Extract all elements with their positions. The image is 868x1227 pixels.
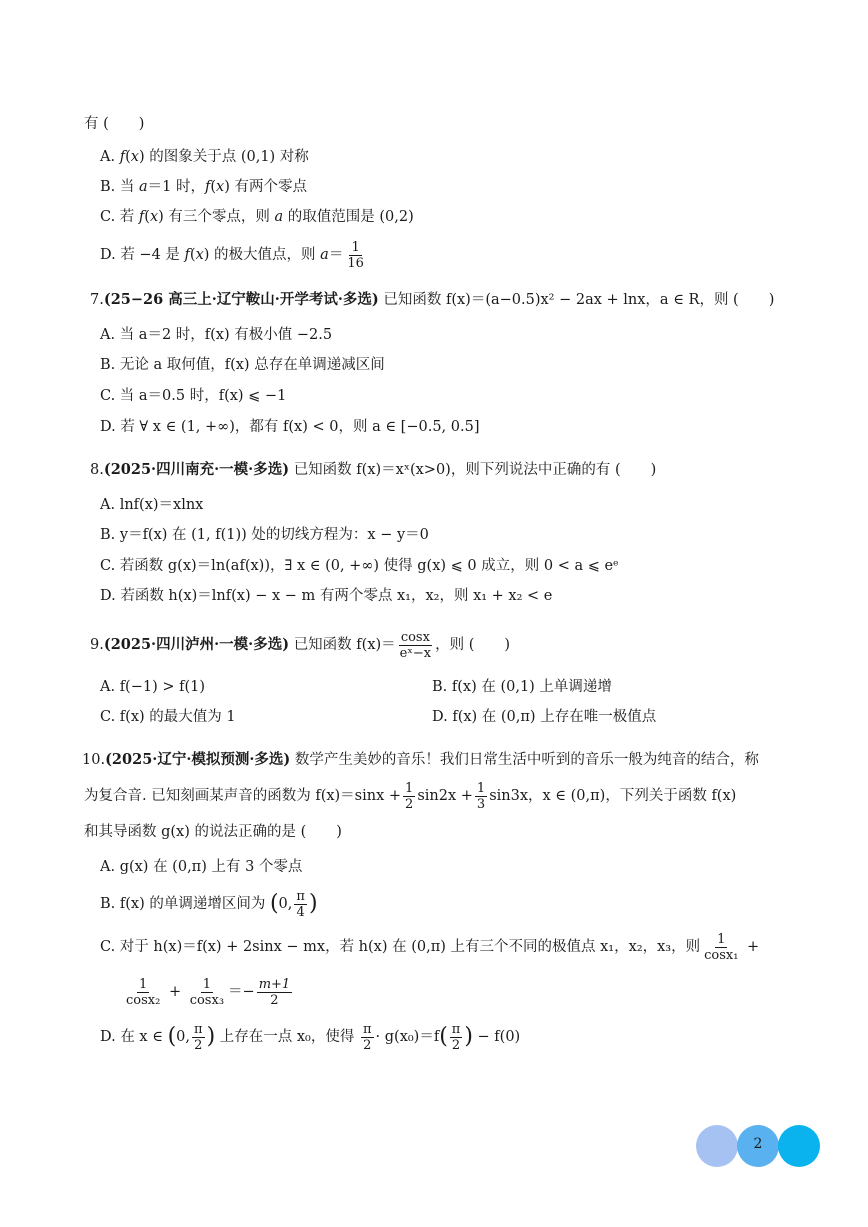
fraction: $\frac{\pi}{2}$ (194, 1021, 203, 1053)
question-6-option-c: C. 若 f(x) 有三个零点，则 a 的取值范围是 (0,2) (100, 209, 414, 225)
fraction: $\frac{1}{\text{cosx₁}}$ (704, 931, 739, 963)
question-6-option-b: B. 当 a＝1 时，f(x) 有两个零点 (100, 179, 307, 195)
question-7-option-c: C. 当 a＝0.5 时，f(x) ⩽ −1 (100, 388, 287, 404)
fraction: $\frac{\cos x}{\text{eˣ−x}}$ (399, 629, 432, 661)
fraction: $\frac{\pi}{2}$ (451, 1021, 461, 1053)
question-10-option-b: B. f(x) 的单调递增区间为 (0, $\frac{\pi}{4}$ ) (100, 888, 318, 920)
fraction: $\frac{1}{16}$ (347, 239, 364, 271)
question-7-option-a: A. 当 a＝2 时，f(x) 有极小值 −2.5 (100, 327, 333, 343)
question-9-stem: 9.(2025·四川泸州·一模·多选) 已知函数 f(x)＝ $\frac{\cos x}{\text{eˣ−x}}$ ，则 ( ) (90, 629, 511, 661)
fraction: $\frac{1}{\text{cosx₂}}$ (126, 976, 161, 1008)
question-9-option-c: C. f(x) 的最大值为 1 (100, 709, 236, 725)
question-6-option-d: D. 若 −4 是 f(x) 的极大值点，则 a＝ $\frac{1}{16}$ (100, 239, 364, 271)
question-6-stem-tail: 有 ( ) (84, 116, 145, 132)
question-10-stem-line2: 为复合音. 已知刻画某声音的函数为 f(x)＝sinx + $\frac{1}{2}$ sin2x + $\frac{1}{3}$ sin3x，x ∈ (0,π)，下列关于函数 f(x) (84, 780, 737, 812)
page-number: 2 (753, 1136, 763, 1152)
question-9-option-a: A. f(−1) > f(1) (100, 679, 206, 695)
fraction: $\frac{\pi}{4}$ (296, 888, 305, 920)
fraction: $\frac{\pi}{2}$ (362, 1021, 372, 1053)
question-8-option-a: A. lnf(x)＝xlnx (100, 497, 204, 513)
question-10-option-d: D. 在 x ∈ (0, $\frac{\pi}{2}$ ) 上存在一点 x₀，使得 $\frac{\pi}{2}$ · g(x₀)＝f( $\frac{\pi}{2}$ ) − f(0) (100, 1021, 521, 1053)
fraction: $\frac{m+1}{2}$ (258, 976, 291, 1008)
question-8-option-d: D. 若函数 h(x)＝lnf(x) − x − m 有两个零点 x₁，x₂，则 x₁ + x₂ < e (100, 588, 553, 604)
question-10-stem-line1: 10.(2025·辽宁·模拟预测·多选) 数学产生美妙的音乐！我们日常生活中听到的音乐一般为纯音的结合，称 (82, 751, 759, 768)
fraction: $\frac{1}{3}$ (476, 780, 486, 812)
question-6-option-a: A. f(x) 的图象关于点 (0,1) 对称 (100, 149, 309, 165)
question-9-option-b: B. f(x) 在 (0,1) 上单调递增 (432, 679, 612, 695)
question-8-stem: 8.(2025·四川南充·一模·多选) 已知函数 f(x)＝xˣ(x>0)，则下列说法中正确的有 ( ) (90, 461, 657, 478)
badge-circle-right (778, 1125, 820, 1167)
fraction: $\frac{1}{\text{cosx₃}}$ (189, 976, 225, 1008)
question-9-option-d: D. f(x) 在 (0,π) 上存在唯一极值点 (432, 709, 657, 725)
badge-circle-left (696, 1125, 738, 1167)
question-7-option-b: B. 无论 a 取何值，f(x) 总存在单调递减区间 (100, 357, 385, 373)
question-10-option-c-line1: C. 对于 h(x)＝f(x) + 2sinx − mx，若 h(x) 在 (0,π) 上有三个不同的极值点 x₁，x₂，x₃，则 $\frac{1}{\text{cosx₁}}$ + (100, 931, 760, 963)
fraction: $\frac{1}{2}$ (405, 780, 414, 812)
question-7-stem: 7.(25−26 高三上·辽宁鞍山·开学考试·多选) 已知函数 f(x)＝(a−0.5)x² − 2ax + lnx，a ∈ R，则 ( ) (90, 291, 775, 308)
page-number-badges (696, 1125, 822, 1167)
question-10-stem-line3: 和其导函数 g(x) 的说法正确的是 ( ) (84, 824, 342, 840)
question-7-option-d: D. 若 ∀ x ∈ (1, +∞)，都有 f(x) < 0，则 a ∈ [−0.5, 0.5] (100, 419, 480, 435)
question-8-option-b: B. y＝f(x) 在 (1, f(1)) 处的切线方程为：x − y＝0 (100, 527, 429, 543)
question-8-option-c: C. 若函数 g(x)＝ln(af(x))，∃ x ∈ (0, +∞) 使得 g(x) ⩽ 0 成立，则 0 < a ⩽ eᵉ (100, 558, 619, 574)
question-10-option-c-line2: $\frac{1}{\text{cosx₂}}$ + $\frac{1}{\text{cosx₃}}$ ＝− $\frac{m+1}{2}$ (126, 976, 291, 1008)
question-10-option-a: A. g(x) 在 (0,π) 上有 3 个零点 (100, 859, 303, 875)
